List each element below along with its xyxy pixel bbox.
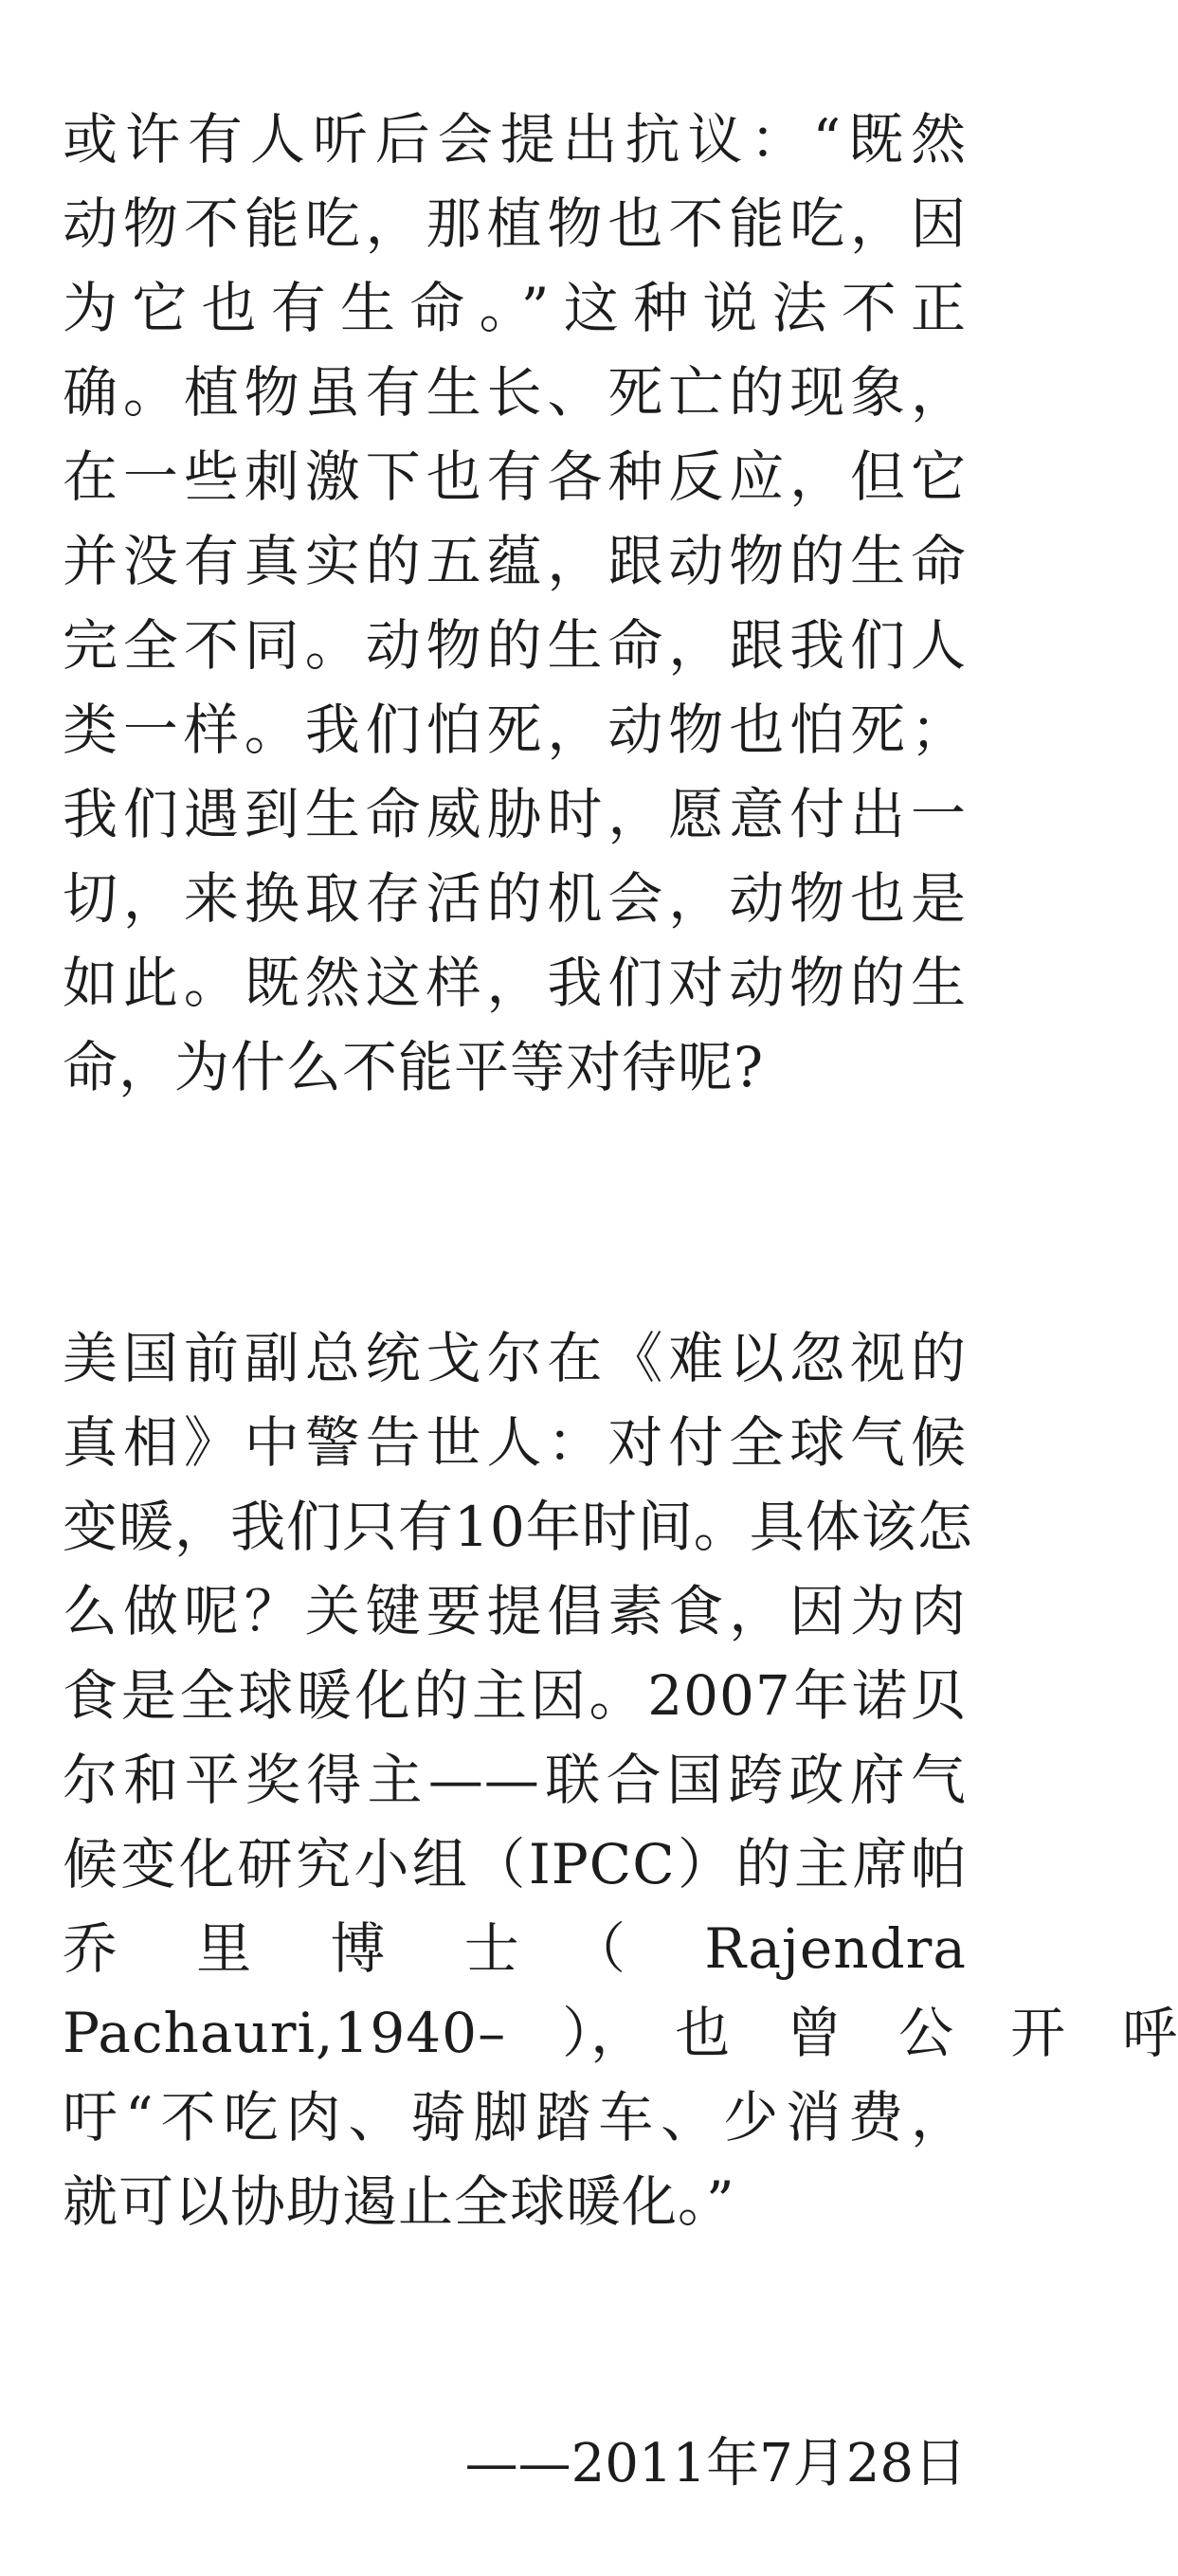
- text-line: 尔和平奖得主——联合国跨政府气: [63, 1748, 967, 1812]
- text-line: 完全不同。动物的生命，跟我们人: [63, 613, 967, 678]
- text-line: 真相》中警告世人：对付全球气候: [63, 1410, 967, 1475]
- text-line: 乔 里 博 士 （ Rajendra: [63, 1916, 967, 1981]
- text-line: 类一样。我们怕死，动物也怕死；: [63, 698, 967, 762]
- dateline: ——2011年7月28日: [464, 2433, 967, 2494]
- text-line: Pachauri,1940– ）， 也 曾 公 开 呼: [63, 2001, 1178, 2065]
- text-line: 切，来换取存活的机会，动物也是: [63, 866, 967, 931]
- text-line: 变暖，我们只有10年时间。具体该怎: [63, 1495, 973, 1559]
- text-line: 如此。既然这样，我们对动物的生: [63, 951, 967, 1015]
- text-line: 我们遇到生命威胁时，愿意付出一: [63, 782, 967, 846]
- text-line: 在一些刺激下也有各种反应，但它: [63, 444, 967, 509]
- text-line-last: 就可以协助遏止全球暖化。”: [63, 2169, 735, 2234]
- text-line: 吁“不吃肉、骑脚踏车、少消费，: [63, 2085, 967, 2150]
- text-line: 动物不能吃，那植物也不能吃，因: [63, 191, 967, 256]
- paragraph-2: [63, 1316, 1178, 2244]
- text-line: 么做呢？关键要提倡素食，因为肉: [63, 1579, 967, 1643]
- text-line: 并没有真实的五蕴，跟动物的生命: [63, 529, 967, 593]
- text-line: 美国前副总统戈尔在《难以忽视的: [63, 1326, 967, 1390]
- text-line: 食是全球暖化的主因。2007年诺贝: [63, 1663, 967, 1728]
- paragraph-1: [63, 98, 967, 1110]
- text-line: 确。植物虽有生长、死亡的现象，: [63, 360, 967, 425]
- text-line: 或许有人听后会提出抗议：“既然: [63, 107, 967, 172]
- text-line: 候变化研究小组（IPCC）的主席帕: [63, 1832, 967, 1896]
- text-line: 为它也有生命。”这种说法不正: [63, 276, 967, 340]
- text-line-last: 命，为什么不能平等对待呢?: [63, 1035, 765, 1099]
